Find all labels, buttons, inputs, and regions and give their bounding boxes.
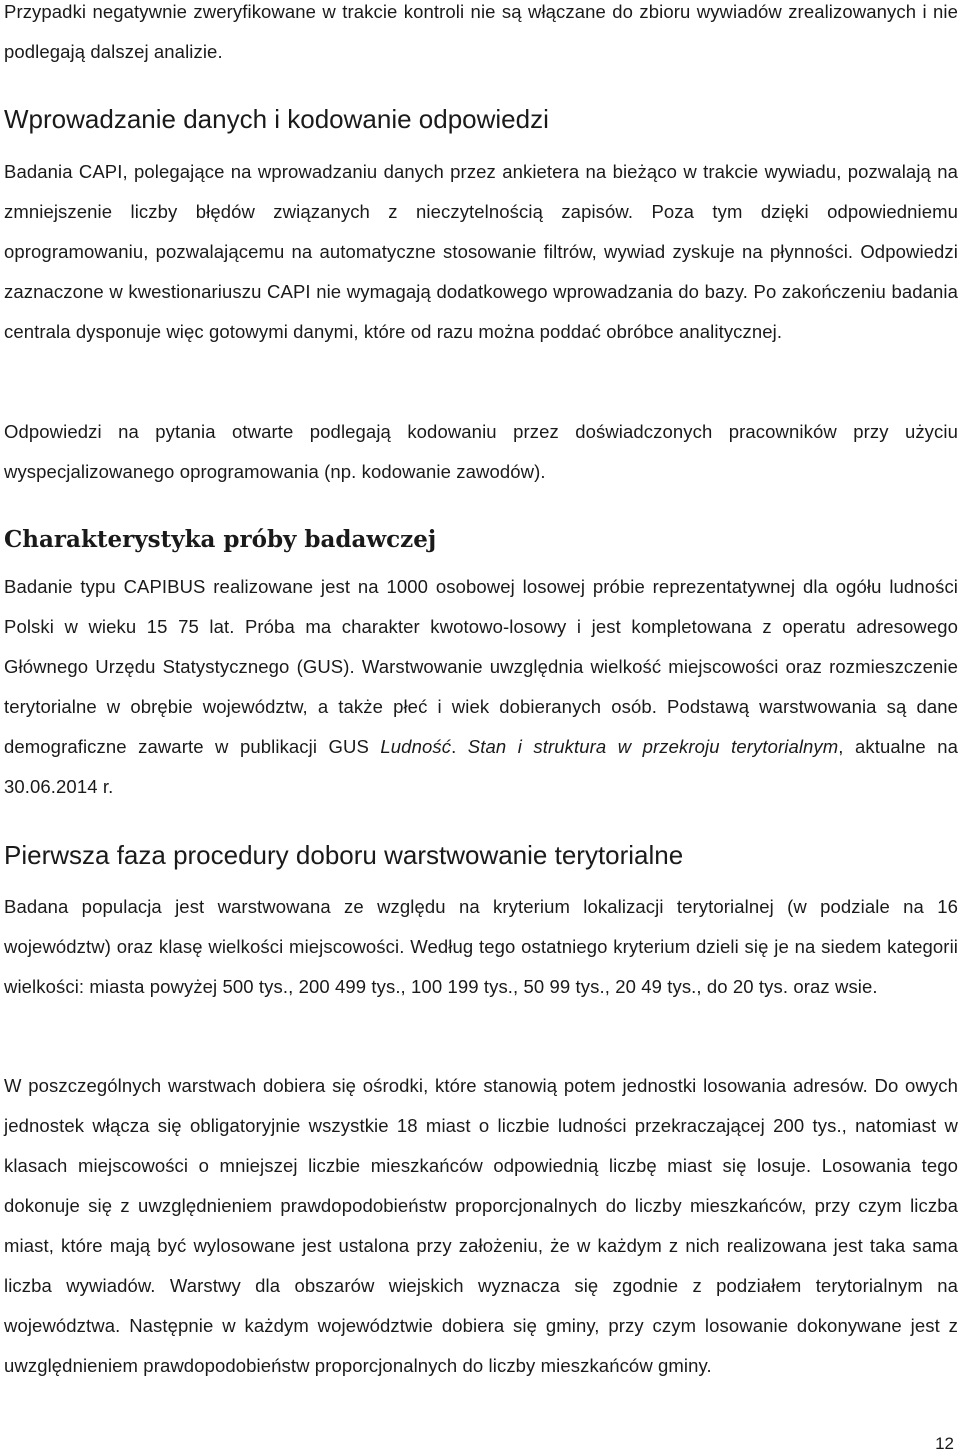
paragraph-text: W poszczególnych warstwach dobiera się ośrodki, które stanowią potem jednostki losowania adresów. Do owych jednostek włącza się obligatoryjnie wszystkie 18 miast o liczbie ludności przekraczającej 200 tys., natomiast w klasach miejscowości o mniejszej liczbie mieszkańców odpowiednią liczbę miast się losuje. Losowania tego dokonuje się z uwzględnieniem prawdopodobieństw proporcjonalnych do liczby mieszkańców, przy czym liczba miast, które mają być wylosowane jest ustalona przy założeniu, że w każdym z nich realizowana jest taka sama liczba wywiadów. Warstwy dla obszarów wiejskich wyznacza się zgodnie z podziałem terytorialnym na województwa. Następnie w każdym województwie dobiera się gminy, przy czym losowanie dokonywane jest z uwzględnieniem prawdopodobieństw proporcjonalnych do liczby mieszkańców gminy. <box>4 1075 958 1376</box>
heading-data-entry <box>4 102 958 136</box>
section-heading: Pierwsza faza procedury doboru warstwowanie terytorialne <box>4 840 684 870</box>
paragraph-capi <box>4 152 958 352</box>
publication-subtitle: Stan i struktura w przekroju terytorialnym <box>467 736 839 757</box>
section-heading: Charakterystyka próby badawczej <box>4 526 437 553</box>
text-run: , aktualne na 30.06.2014 r. <box>4 736 958 797</box>
section-heading: Wprowadzanie danych i kodowanie odpowiedzi <box>4 104 549 134</box>
paragraph-first-phase <box>4 887 958 1007</box>
paragraph-sample <box>4 567 958 807</box>
paragraph-text: Przypadki negatywnie zweryfikowane w trakcie kontroli nie są włączane do zbioru wywiadów zrealizowanych i nie podlegają dalszej analizie. <box>4 1 958 62</box>
publication-title: Ludność <box>380 736 452 757</box>
paragraph-text <box>4 567 958 807</box>
paragraph-text: Badana populacja jest warstwowana ze względu na kryterium lokalizacji terytorialnej (w podziale na 16 województw) oraz klasę wielkości miejscowości. Według tego ostatniego kryterium dzieli się je na siedem kategorii wielkości: miasta powyżej 500 tys., 200 499 tys., 100 199 tys., 50 99 tys., 20 49 tys., do 20 tys. oraz wsie. <box>4 896 958 997</box>
paragraph-open-questions <box>4 412 958 492</box>
paragraph-negative-cases <box>4 0 958 72</box>
paragraph-strata <box>4 1066 958 1386</box>
paragraph-text: Odpowiedzi na pytania otwarte podlegają kodowaniu przez doświadczonych pracowników przy użyciu wyspecjalizowanego oprogramowania (np. kodowanie zawodów). <box>4 421 958 482</box>
heading-first-phase <box>4 838 958 872</box>
text-run: . <box>451 736 468 757</box>
page-number: 12 <box>935 1434 954 1453</box>
heading-sample <box>4 523 958 557</box>
paragraph-text: Badania CAPI, polegające na wprowadzaniu danych przez ankietera na bieżąco w trakcie wywiadu, pozwalają na zmniejszenie liczby błędów związanych z nieczytelnością zapisów. Poza tym dzięki odpowiedniemu oprogramowaniu, pozwalającemu na automatyczne stosowanie filtrów, wywiad zyskuje na płynności. Odpowiedzi zaznaczone w kwestionariuszu CAPI nie wymagają dodatkowego wprowadzania do bazy. Po zakończeniu badania centrala dysponuje więc gotowymi danymi, które od razu można poddać obróbce analitycznej. <box>4 161 958 342</box>
text-run: Badanie typu CAPIBUS realizowane jest na 1000 osobowej losowej próbie reprezentatywnej dla ogółu ludności Polski w wieku 15 75 lat. Próba ma charakter kwotowo-losowy i jest kompletowana z operatu adresowego Głównego Urzędu Statystycznego (GUS). Warstwowanie uwzględnia wielkość miejscowości oraz rozmieszczenie terytorialne w obrębie województw, a także płeć i wiek dobieranych osób. Podstawą warstwowania są dane demograficzne zawarte w publikacji GUS <box>4 576 958 757</box>
